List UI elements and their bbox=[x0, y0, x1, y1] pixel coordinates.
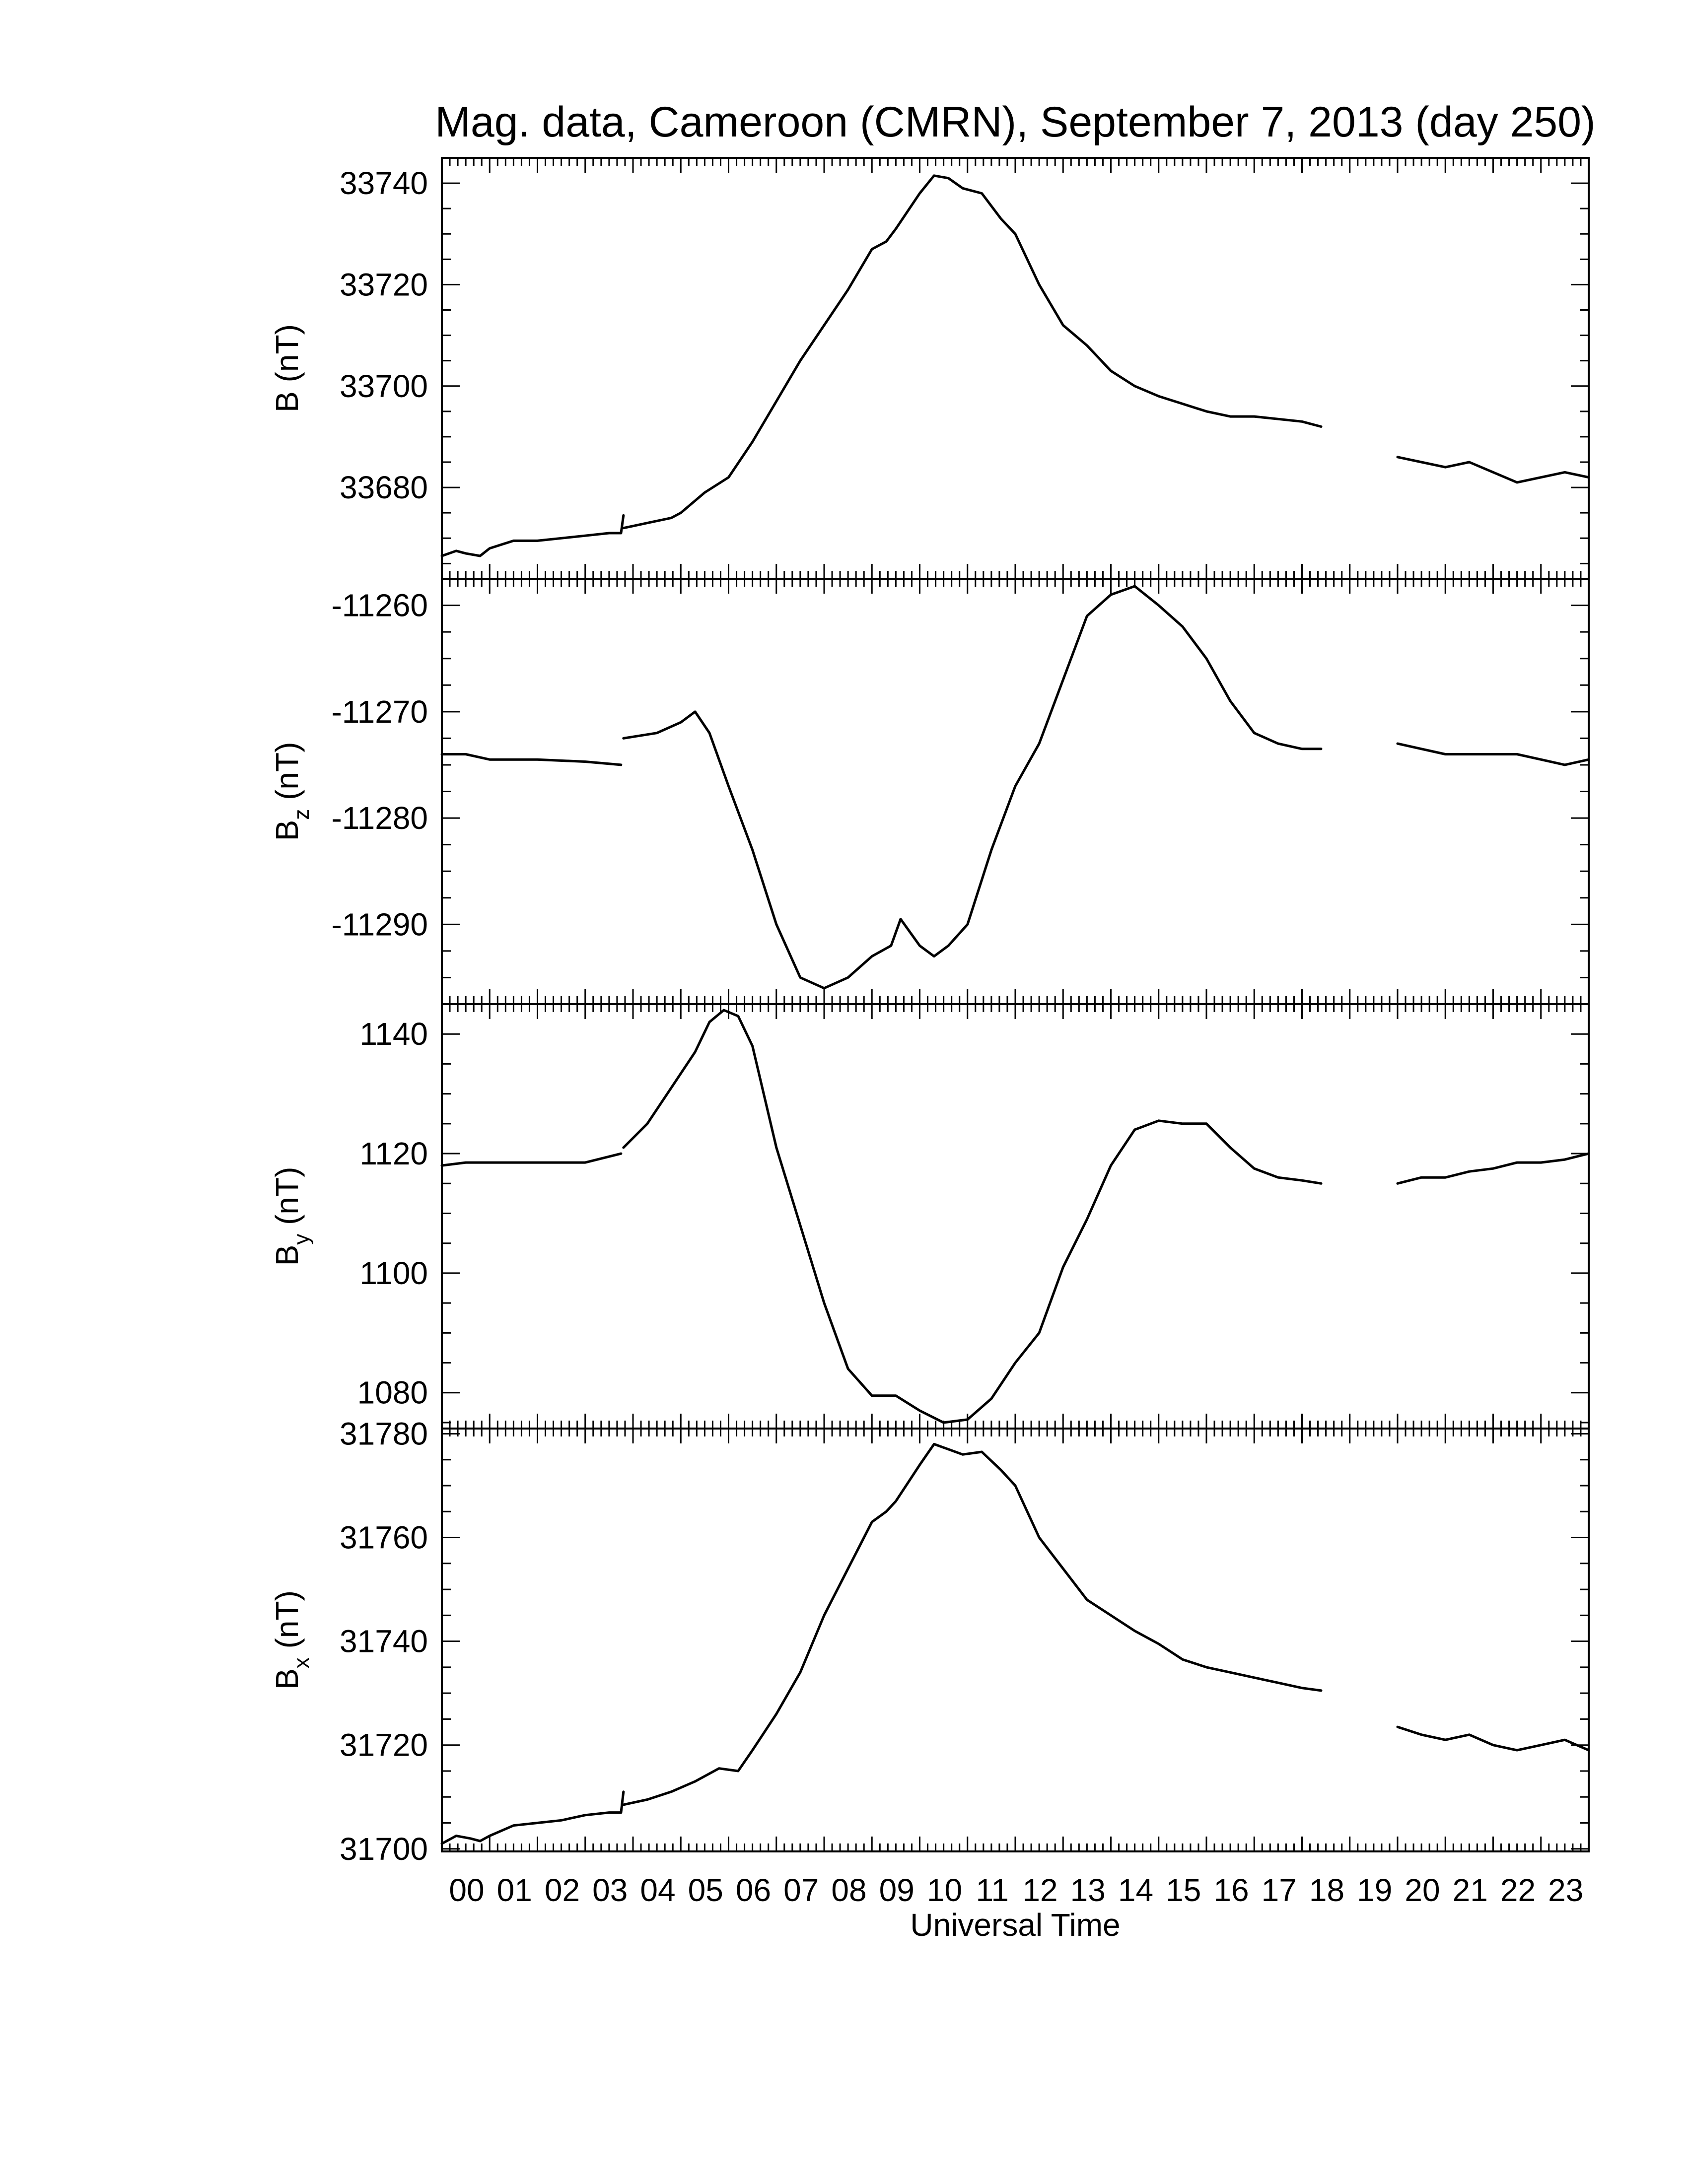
x-tick-label: 00 bbox=[449, 1872, 485, 1908]
chart-title: Mag. data, Cameroon (CMRN), September 7, 2013 (day 250) bbox=[435, 98, 1596, 146]
x-tick-label: 11 bbox=[976, 1872, 1009, 1908]
x-tick-label: 14 bbox=[1118, 1872, 1154, 1908]
x-tick-label: 17 bbox=[1261, 1872, 1297, 1908]
y-axis-label-unit: (nT) bbox=[269, 1590, 305, 1658]
series-line bbox=[442, 1154, 621, 1165]
x-tick-label: 06 bbox=[735, 1872, 772, 1908]
x-tick-label: 16 bbox=[1213, 1872, 1249, 1908]
series-line bbox=[1398, 744, 1589, 765]
series-line bbox=[624, 1444, 1321, 1805]
x-tick-label: 12 bbox=[1022, 1872, 1058, 1908]
x-tick-label: 23 bbox=[1548, 1872, 1584, 1908]
series-line bbox=[442, 754, 621, 765]
y-tick-label: 31760 bbox=[340, 1519, 428, 1556]
y-axis-label-main: B bbox=[269, 1244, 305, 1266]
y-axis-label-subscript: x bbox=[289, 1657, 314, 1669]
x-tick-label: 20 bbox=[1405, 1872, 1440, 1908]
panel-2 bbox=[269, 579, 1589, 1004]
y-axis-label bbox=[269, 1167, 314, 1266]
x-tick-label: 19 bbox=[1357, 1872, 1393, 1908]
x-tick-label: 15 bbox=[1166, 1872, 1201, 1908]
x-tick-label: 03 bbox=[592, 1872, 628, 1908]
y-tick-label: 31720 bbox=[340, 1727, 428, 1763]
y-tick-label: -11290 bbox=[331, 906, 428, 943]
y-tick-label: 1120 bbox=[359, 1136, 428, 1172]
series-line bbox=[1398, 1727, 1589, 1750]
x-axis-label: Universal Time bbox=[910, 1907, 1121, 1943]
y-tick-label: 33720 bbox=[340, 267, 428, 303]
panel-1 bbox=[269, 158, 1589, 579]
x-tick-label: 07 bbox=[783, 1872, 819, 1908]
y-tick-label: 31700 bbox=[340, 1831, 428, 1867]
series-line bbox=[624, 1010, 1321, 1423]
x-tick-label: 10 bbox=[926, 1872, 963, 1908]
x-tick-label: 01 bbox=[496, 1872, 532, 1908]
x-tick-label: 02 bbox=[544, 1872, 580, 1908]
series-line bbox=[442, 515, 624, 556]
y-tick-label: 33680 bbox=[340, 470, 428, 506]
y-axis-label-unit: (nT) bbox=[269, 324, 305, 392]
y-axis-label-main: B bbox=[269, 391, 305, 412]
plot-frame bbox=[442, 158, 1589, 579]
x-tick-label: 09 bbox=[879, 1872, 914, 1908]
y-axis-label bbox=[269, 742, 314, 841]
y-tick-label: 1100 bbox=[359, 1255, 428, 1291]
series-line bbox=[1398, 457, 1589, 482]
y-axis-label-main: B bbox=[269, 819, 305, 841]
x-tick-label: 04 bbox=[640, 1872, 676, 1908]
series-line bbox=[1398, 1154, 1589, 1183]
y-axis-label-main: B bbox=[269, 1668, 305, 1690]
y-tick-label: -11280 bbox=[331, 800, 428, 836]
y-axis-label-unit: (nT) bbox=[269, 1166, 305, 1234]
y-axis-label bbox=[269, 324, 305, 412]
series-line bbox=[624, 586, 1321, 988]
y-tick-label: -11270 bbox=[331, 693, 428, 730]
x-axis bbox=[449, 1872, 1583, 1908]
panels bbox=[269, 158, 1589, 1867]
y-axis-label bbox=[269, 1590, 314, 1690]
plot-frame bbox=[442, 1429, 1589, 1851]
y-tick-label: 1080 bbox=[357, 1374, 428, 1411]
y-axis-label-subscript: z bbox=[289, 809, 314, 820]
x-tick-label: 05 bbox=[688, 1872, 723, 1908]
series-line bbox=[624, 176, 1321, 528]
y-tick-label: 33740 bbox=[340, 165, 428, 202]
panel-4 bbox=[269, 1416, 1589, 1866]
y-axis-label-unit: (nT) bbox=[269, 742, 305, 809]
x-tick-label: 08 bbox=[831, 1872, 867, 1908]
panel-3 bbox=[269, 1004, 1589, 1429]
y-tick-label: -11260 bbox=[331, 587, 428, 623]
x-tick-label: 21 bbox=[1452, 1872, 1488, 1908]
x-tick-label: 22 bbox=[1500, 1872, 1536, 1908]
x-tick-label: 18 bbox=[1309, 1872, 1345, 1908]
x-tick-label: 13 bbox=[1070, 1872, 1106, 1908]
y-tick-label: 33700 bbox=[340, 368, 428, 404]
y-axis-label-subscript: y bbox=[289, 1233, 314, 1245]
y-tick-label: 1140 bbox=[359, 1016, 428, 1052]
y-tick-label: 31780 bbox=[340, 1416, 428, 1452]
y-tick-label: 31740 bbox=[340, 1623, 428, 1659]
series-line bbox=[442, 1792, 624, 1844]
plot-frame bbox=[442, 579, 1589, 1004]
